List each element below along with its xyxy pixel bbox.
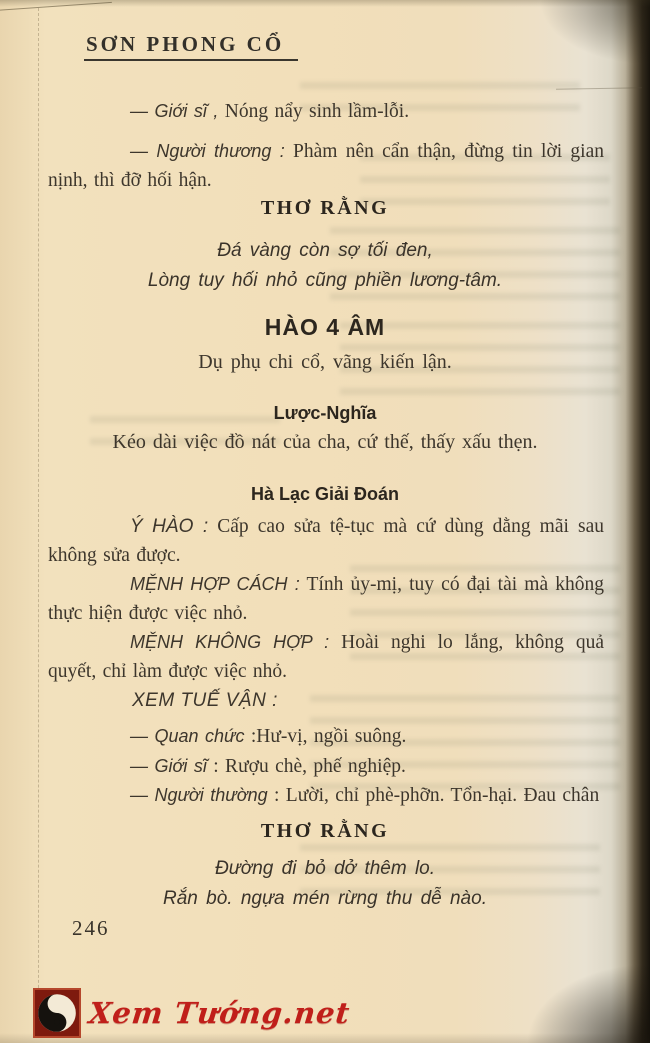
list-item-gioi-si xyxy=(48,752,604,781)
intro-line xyxy=(48,97,604,126)
intro-paragraph-label: — Người thương : xyxy=(130,141,285,161)
page-title: SƠN PHONG CỔ xyxy=(84,32,298,61)
intro-paragraph xyxy=(48,137,604,195)
page-fold-crease xyxy=(38,8,39,1028)
intro-line-text: Nóng nẩy sinh lầm-lỗi. xyxy=(224,101,410,122)
list-item-text: :Hư-vị, ngồi suông. xyxy=(250,726,407,747)
menh-hop-cach-text: Tính ủy-mị, tuy có đại tài mà không thực hiện được việc nhỏ. xyxy=(48,574,605,624)
intro-line-label: — Giới sĩ , xyxy=(130,101,219,121)
section-heading-luoc-nghia: Lược-Nghĩa xyxy=(273,403,377,423)
list-item-nguoi-thuong xyxy=(48,781,604,810)
y-hao-label: Ý HÀO : xyxy=(130,516,209,537)
menh-khong-hop-label: MỆNH KHÔNG HỢP : xyxy=(130,632,330,652)
paper-crease xyxy=(556,87,642,90)
y-hao-paragraph xyxy=(48,512,604,570)
verse-line: Lòng tuy hối nhỏ cũng phiền lương-tâm. xyxy=(147,270,503,291)
menh-hop-cach-paragraph xyxy=(48,570,604,628)
list-item-text: : Lười, chỉ phè-phỡn. Tổn-hại. Đau chân xyxy=(274,785,600,806)
luoc-nghia-text: Kéo dài việc đồ nát của cha, cứ thế, thấy xấu thẹn. xyxy=(112,431,538,453)
ink-bleed-smudge xyxy=(330,220,620,315)
page-corner-shadow xyxy=(510,953,650,1043)
hao-4-classical-text: Dụ phụ chi cổ, vãng kiến lận. xyxy=(198,351,452,373)
list-item-label: — Người thường xyxy=(130,785,268,805)
list-item-text: : Rượu chè, phế nghiệp. xyxy=(213,756,406,777)
y-hao-text: Cấp cao sửa tệ-tục mà cứ dùng dằng mãi sau không sửa được. xyxy=(48,516,605,566)
section-heading-hao-4-am: HÀO 4 ÂM xyxy=(264,314,386,340)
list-item-label: — Quan chức xyxy=(130,726,245,746)
menh-hop-cach-label: MỆNH HỢP CÁCH : xyxy=(130,574,300,594)
menh-khong-hop-paragraph xyxy=(48,628,604,686)
page-edge-line xyxy=(0,2,112,11)
verse-line: Đường đi bỏ dở thêm lo. xyxy=(214,858,436,879)
yin-yang-icon xyxy=(33,988,81,1038)
intro-paragraph-text: Phàm nên cẩn thận, đừng tin lời gian nịnh, thì đỡ hối hận. xyxy=(48,141,605,191)
verse-line: Đá vàng còn sợ tối đen, xyxy=(217,240,433,261)
watermark xyxy=(33,988,350,1038)
list-item-label: — Giới sĩ xyxy=(130,756,207,776)
page-corner-shadow xyxy=(530,0,650,70)
menh-khong-hop-text: Hoài nghi lo lắng, không quả quyết, chỉ làm được việc nhỏ. xyxy=(48,632,604,682)
section-heading-tho-rang: THƠ RẰNG xyxy=(260,820,390,842)
list-item-quan-chuc xyxy=(48,722,604,751)
section-heading-ha-lac-giai-doan: Hà Lạc Giải Đoán xyxy=(250,484,400,504)
page-number: 246 xyxy=(72,916,110,940)
section-heading-tho-rang: THƠ RẰNG xyxy=(260,197,390,219)
watermark-text: Xem Tướng.net xyxy=(87,996,352,1030)
xem-tue-van-heading: XEM TUẾ VẬN : xyxy=(132,690,278,711)
verse-line: Rắn bò. ngựa mén rừng thu dễ nào. xyxy=(163,888,487,909)
